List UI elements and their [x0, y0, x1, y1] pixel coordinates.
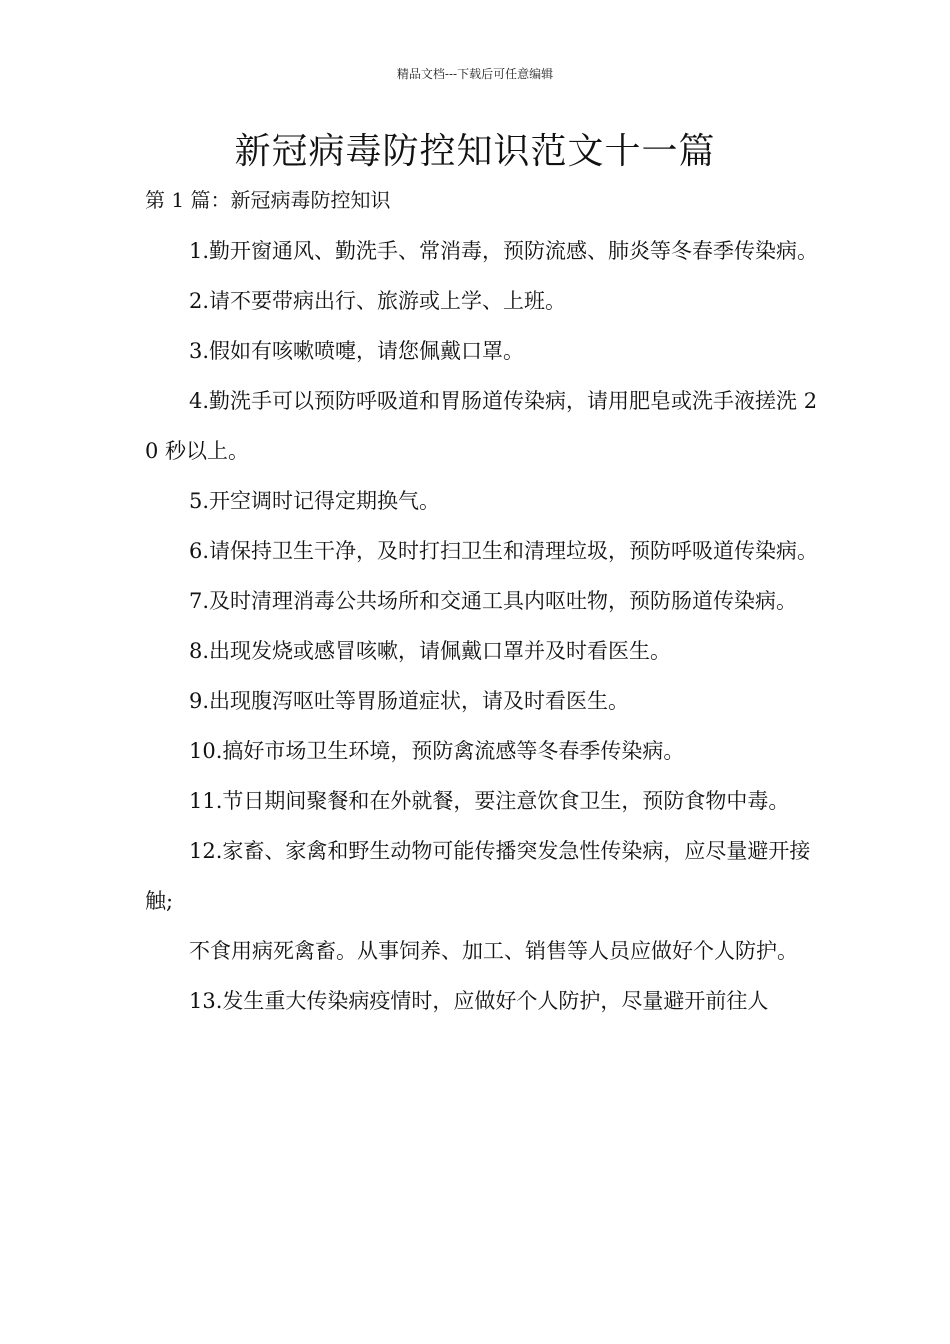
paragraph-5: 5.开空调时记得定期换气。 — [189, 489, 441, 513]
paragraph-13: 13.发生重大传染病疫情时，应做好个人防护，尽量避开前往人 — [189, 989, 769, 1013]
paragraph-6: 6.请保持卫生干净，及时打扫卫生和清理垃圾，预防呼吸道传染病。 — [189, 539, 819, 563]
paragraph-8: 8.出现发烧或感冒咳嗽，请佩戴口罩并及时看医生。 — [189, 639, 672, 663]
paragraph-3: 3.假如有咳嗽喷嚏，请您佩戴口罩。 — [189, 339, 525, 363]
document-header-note: 精品文档---下载后可任意编辑 — [396, 67, 554, 81]
paragraph-9: 9.出现腹泻呕吐等胃肠道症状，请及时看医生。 — [189, 689, 630, 713]
paragraph-4: 4.勤洗手可以预防呼吸道和胃肠道传染病，请用肥皂或洗手液搓洗 20 秒以上。 — [145, 389, 818, 463]
document-title: 新冠病毒防控知识范文十一篇 — [234, 131, 716, 172]
document-body — [145, 226, 820, 1026]
paragraph-12-continued: 不食用病死禽畜。从事饲养、加工、销售等人员应做好个人防护。 — [189, 939, 798, 963]
paragraph-2: 2.请不要带病出行、旅游或上学、上班。 — [189, 289, 567, 313]
paragraph-12: 12.家畜、家禽和野生动物可能传播突发急性传染病，应尽量避开接触; — [145, 839, 811, 913]
paragraph-1: 1.勤开窗通风、勤洗手、常消毒，预防流感、肺炎等冬春季传染病。 — [189, 239, 819, 263]
paragraph-7: 7.及时清理消毒公共场所和交通工具内呕吐物，预防肠道传染病。 — [189, 589, 798, 613]
paragraph-11: 11.节日期间聚餐和在外就餐，要注意饮食卫生，预防食物中毒。 — [189, 789, 790, 813]
paragraph-10: 10.搞好市场卫生环境，预防禽流感等冬春季传染病。 — [189, 739, 685, 763]
section-heading: 第 1 篇：新冠病毒防控知识 — [145, 188, 391, 212]
